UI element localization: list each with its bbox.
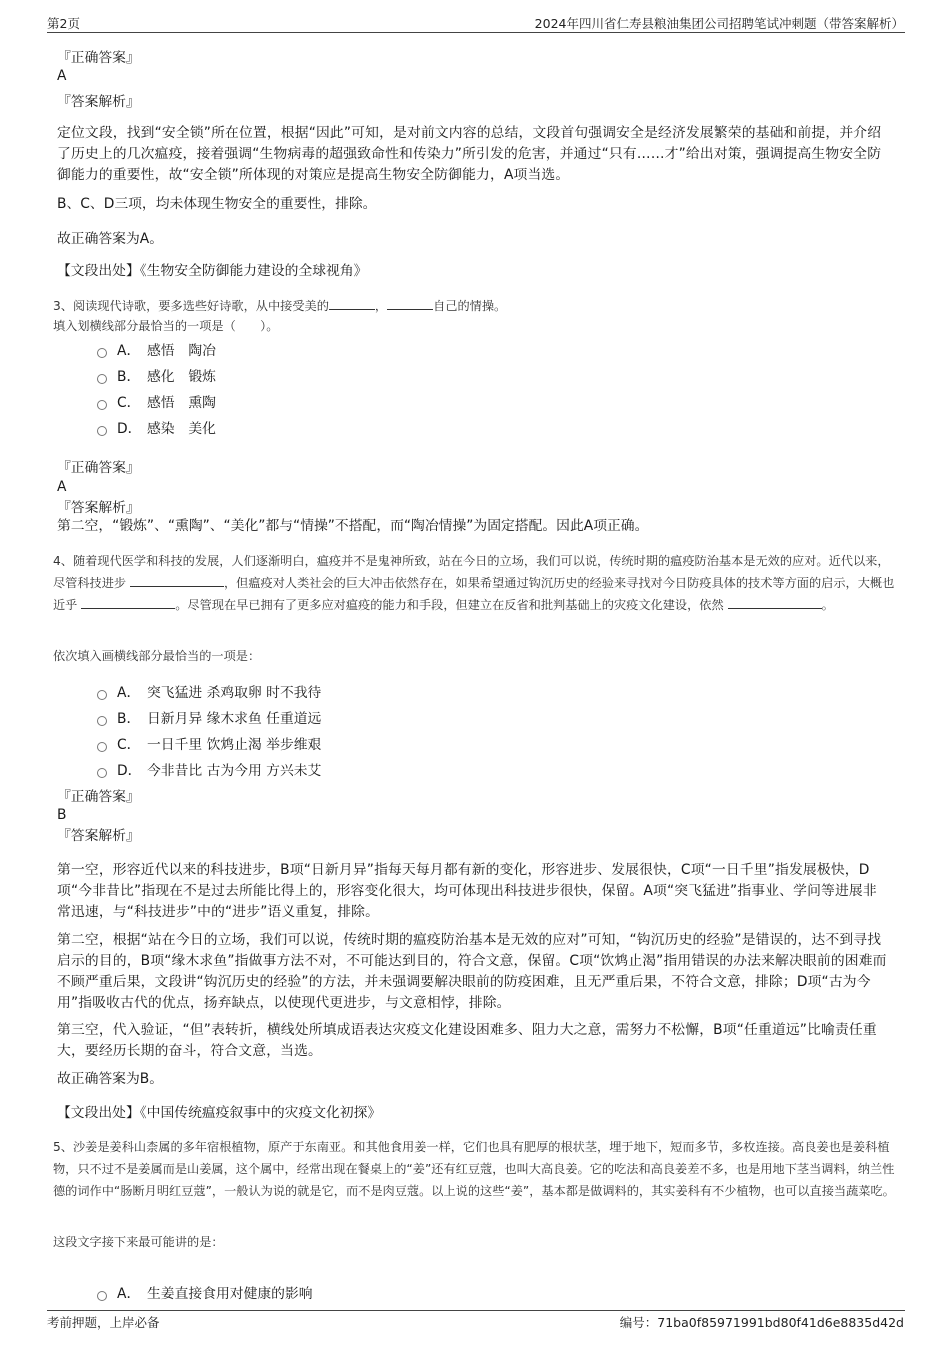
option-key: A． — [117, 343, 141, 359]
q3-analysis-label: 『答案解析』 — [57, 500, 140, 516]
q3-stem-text: ， — [374, 299, 388, 313]
option-text: 一日千里 饮鸩止渴 举步维艰 — [147, 737, 322, 753]
q4-option-d[interactable] — [97, 759, 321, 779]
q3-answer: A — [57, 479, 67, 495]
document-title: 2024年四川省仁寿县粮油集团公司招聘笔试冲刺题（带答案解析） — [534, 16, 904, 31]
option-key: D． — [117, 421, 142, 437]
radio-icon[interactable] — [97, 400, 107, 410]
q4-instruction: 依次填入画横线部分最恰当的一项是： — [53, 649, 261, 663]
footer-rule — [47, 1310, 905, 1311]
option-key: C． — [117, 395, 141, 411]
q2-analysis-paragraph: B、C、D三项，均未体现生物安全的重要性，排除。 — [57, 196, 377, 212]
q2-answer-label: 『正确答案』 — [57, 50, 140, 66]
header-rule — [47, 32, 905, 33]
fill-blank — [130, 574, 224, 587]
q4-option-a[interactable] — [97, 681, 321, 701]
radio-icon[interactable] — [97, 374, 107, 384]
radio-icon[interactable] — [97, 1291, 107, 1301]
q2-analysis-paragraph: 定位文段，找到“安全锁”所在位置，根据“因此”可知，是对前文内容的总结，文段首句强调安全是经济发展繁荣的基础和前提，并介绍了历史上的几次瘟疫，接着强调“生物病毒的超强致命性和传染力”所引发的危害，并通过“只有……才”给出对策，强调提高生物安全防御能力的重要性，故“安全锁”所体现的对策应是提高生物安全防御能力，A项当选。 — [57, 125, 882, 183]
q4-answer: B — [57, 807, 67, 823]
q3-option-a[interactable] — [97, 339, 216, 359]
option-key: D． — [117, 763, 142, 779]
q3-analysis: 第二空，“锻炼”、“熏陶”、“美化”都与“情操”不搭配，而“陶冶情操”为固定搭配。因此A项正确。 — [57, 518, 649, 534]
option-text: 生姜直接食用对健康的影响 — [147, 1286, 313, 1302]
radio-icon[interactable] — [97, 348, 107, 358]
q4-source: 【文段出处】《中国传统瘟疫叙事中的灾疫文化初探》 — [57, 1105, 382, 1121]
fill-blank — [81, 596, 175, 609]
option-text: 感悟 熏陶 — [147, 395, 216, 411]
radio-icon[interactable] — [97, 768, 107, 778]
option-key: B． — [117, 711, 141, 727]
q3-instruction: 填入划横线部分最恰当的一项是（ ）。 — [53, 319, 279, 333]
q2-analysis-label: 『答案解析』 — [57, 94, 140, 110]
q4-option-b[interactable] — [97, 707, 321, 727]
radio-icon[interactable] — [97, 742, 107, 752]
q3-answer-label: 『正确答案』 — [57, 460, 140, 476]
q5-option-a[interactable] — [97, 1282, 313, 1302]
radio-icon[interactable] — [97, 426, 107, 436]
q5-instruction: 这段文字接下来最可能讲的是： — [53, 1235, 224, 1249]
option-text: 感悟 陶冶 — [147, 343, 216, 359]
q5-stem: 5、沙姜是姜科山柰属的多年宿根植物，原产于东南亚。和其他食用姜一样，它们也具有肥厚的根状茎，埋于地下，短而多节，多枚连接。高良姜也是姜科植物，只不过不是姜属而是山姜属，这个属中，经常出现在餐桌上的“姜”还有红豆蔻，也叫大高良姜。它的吃法和高良姜差不多，也是用地下茎当调料，纳兰性德的词作中“肠断月明红豆蔻”，一般认为说的就是它，而不是肉豆蔻。以上说的这些“姜”，基本都是做调料的，其实姜科有不少植物，也可以直接当蔬菜吃。 — [53, 1140, 895, 1198]
q2-answer: A — [57, 68, 67, 84]
q4-stem-text: 。 — [821, 598, 834, 612]
q2-conclusion: 故正确答案为A。 — [57, 231, 164, 247]
fill-blank — [728, 596, 822, 609]
option-key: A． — [117, 1286, 141, 1302]
option-text: 今非昔比 古为今用 方兴未艾 — [147, 763, 322, 779]
option-key: C． — [117, 737, 141, 753]
q3-option-d[interactable] — [97, 417, 216, 437]
fill-blank — [387, 297, 433, 310]
q2-source: 【文段出处】《生物安全防御能力建设的全球视角》 — [57, 263, 368, 279]
q3-stem — [53, 295, 506, 317]
fill-blank — [329, 297, 375, 310]
document-id: 编号：71ba0f85971991bd80f41d6e8835d42d — [619, 1315, 904, 1330]
q3-option-b[interactable] — [97, 365, 216, 385]
q4-analysis-paragraph: 第二空，根据“站在今日的立场，我们可以说，传统时期的瘟疫防治基本是无效的应对”可知，“钩沉历史的经验”是错误的，达不到寻找启示的目的，B项“缘木求鱼”指做事方法不对，不可能达到目的，符合文意，保留。C项“饮鸩止渴”指用错误的办法来解决眼前的困难而不顾严重后果，文段讲“钩沉历史的经验”的方法，并未强调要解决眼前的防疫困难，且无严重后果，不符合文意，排除；D项“古为今用”指吸收古代的优点，扬弃缺点，以使现代更进步，与文意相悖，排除。 — [57, 932, 887, 1011]
q4-answer-label: 『正确答案』 — [57, 789, 140, 805]
option-text: 感化 锻炼 — [147, 369, 216, 385]
q4-stem-text: 。尽管现在早已拥有了更多应对瘟疫的能力和手段，但建立在反省和批判基础上的灾疫文化建设，依然 — [175, 598, 724, 612]
option-key: B． — [117, 369, 141, 385]
page-number: 第2页 — [47, 16, 80, 31]
radio-icon[interactable] — [97, 716, 107, 726]
q4-stem-text: 4、随着现代医学和科技的发展，人们逐渐明白，瘟疫并不是鬼神所致，站在今日的立场，我们可以说，传统时期的瘟疫防治基本是无效的应对。近代以来，尽管科技进步 — [53, 554, 890, 590]
q4-stem — [53, 550, 895, 616]
q4-analysis-label: 『答案解析』 — [57, 828, 140, 844]
option-text: 感染 美化 — [147, 421, 216, 437]
q4-option-c[interactable] — [97, 733, 321, 753]
option-text: 日新月异 缘木求鱼 任重道远 — [147, 711, 322, 727]
q3-option-c[interactable] — [97, 391, 216, 411]
q4-conclusion: 故正确答案为B。 — [57, 1071, 164, 1087]
q4-analysis-paragraph: 第一空，形容近代以来的科技进步，B项“日新月异”指每天每月都有新的变化，形容进步、发展很快，C项“一日千里”指发展极快，D项“今非昔比”指现在不是过去所能比得上的，形容变化很大，均可体现出科技进步很快，保留。A项“突飞猛进”指事业、学问等进展非常迅速，与“科技进步”中的“进步”语义重复，排除。 — [57, 862, 877, 920]
q3-stem-text: 自己的情操。 — [433, 299, 507, 313]
option-key: A． — [117, 685, 141, 701]
q4-analysis-paragraph: 第三空，代入验证，“但”表转折，横线处所填成语表达灾疫文化建设困难多、阻力大之意，需努力不松懈，B项“任重道远”比喻责任重大，要经历长期的奋斗，符合文意，当选。 — [57, 1022, 877, 1059]
radio-icon[interactable] — [97, 690, 107, 700]
footer-slogan: 考前押题，上岸必备 — [47, 1315, 160, 1330]
q3-stem-text: 3、阅读现代诗歌，要多选些好诗歌，从中接受美的 — [53, 299, 329, 313]
q4-stem-text: ，但瘟疫对人类社会的巨大冲击依然存在，如果希望通过钩沉历史的经验来寻找对今日防疫具体的技术等方面的启示，大概也近乎 — [53, 576, 895, 612]
option-text: 突飞猛进 杀鸡取卵 时不我待 — [147, 685, 322, 701]
